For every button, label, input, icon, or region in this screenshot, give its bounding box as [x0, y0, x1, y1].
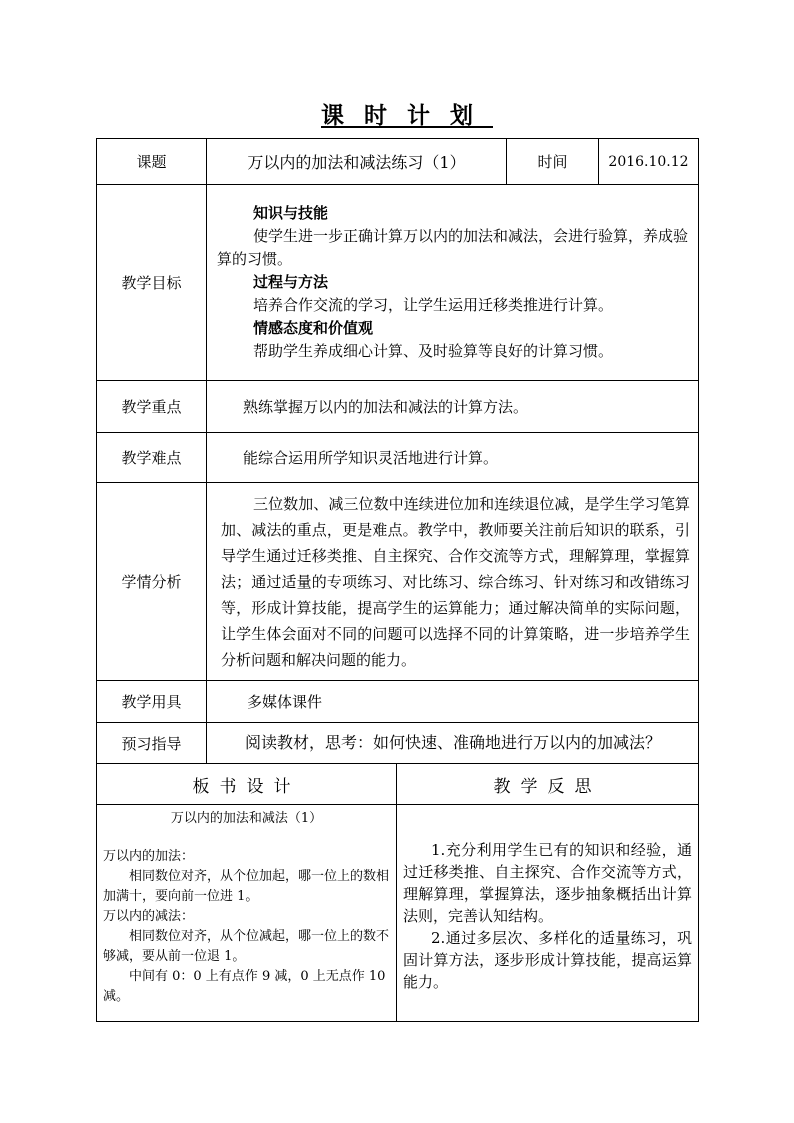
- lesson-plan-table: [96, 138, 699, 764]
- difficulty-value: 能综合运用所学知识灵活地进行计算。: [207, 433, 699, 483]
- board-reflection-content-row: [97, 805, 699, 1022]
- objectives-row: [97, 185, 699, 381]
- analysis-label: 学情分析: [97, 483, 207, 681]
- key-point-label: 教学重点: [97, 381, 207, 433]
- analysis-cell: [207, 483, 699, 681]
- time-value: 2016.10.12: [599, 139, 699, 185]
- key-point-value: 熟练掌握万以内的加法和减法的计算方法。: [207, 381, 699, 433]
- board-sub-heading: 万以内的减法：: [103, 909, 195, 924]
- reflection-item-2: 2.通过多层次、多样化的适量练习，巩固计算方法，逐步形成计算技能，提高运算能力。: [403, 929, 692, 991]
- time-label: 时间: [507, 139, 599, 185]
- page-title: 课时计划: [321, 102, 493, 129]
- knowledge-heading: 知识与技能: [253, 204, 329, 222]
- preview-label: 预习指导: [97, 723, 207, 764]
- topic-label: 课题: [97, 139, 207, 185]
- board-reflection-header-row: [97, 764, 699, 805]
- objectives-label: 教学目标: [97, 185, 207, 381]
- process-text: 培养合作交流的学习，让学生运用迁移类推进行计算。: [253, 296, 614, 314]
- board-add-rule: 相同数位对齐，从个位加起，哪一位上的数相加满十，要向前一位进 1。: [103, 869, 390, 904]
- analysis-value: 三位数加、减三位数中连续进位加和连续退位减，是学生学习笔算加、减法的重点，更是难点。教学中，教师要关注前后知识的联系，引导学生通过迁移类推、自主探究、合作交流等方式，理解算理，掌握算法；通过适量的专项练习、对比练习、综合练习、针对练习和改错练习等，形成计算技能，提高学生的运算能力；通过解决简单的实际问题，让学生体会面对不同的问题可以选择不同的计算策略，进一步培养学生分析问题和解决问题的能力。: [221, 494, 690, 669]
- topic-value: 万以内的加法和减法练习（1）: [207, 139, 507, 185]
- tools-value: 多媒体课件: [207, 681, 699, 723]
- reflection-heading: 教学反思: [397, 764, 699, 805]
- attitude-heading: 情感态度和价值观: [253, 319, 374, 337]
- analysis-row: [97, 483, 699, 681]
- preview-row: [97, 723, 699, 764]
- difficulty-row: [97, 433, 699, 483]
- board-sub-rule: 相同数位对齐，从个位减起，哪一位上的数不够减，要从前一位退 1。: [103, 929, 390, 964]
- board-zero-rule: 中间有 0：0 上有点作 9 减，0 上无点作 10 减。: [103, 969, 386, 1004]
- board-heading: 板书设计: [97, 764, 397, 805]
- knowledge-text: 使学生进一步正确计算万以内的加法和减法，会进行验算，养成验算的习惯。: [217, 227, 689, 268]
- board-add-heading: 万以内的加法：: [103, 849, 195, 864]
- tools-label: 教学用具: [97, 681, 207, 723]
- process-heading: 过程与方法: [253, 273, 329, 291]
- attitude-text: 帮助学生养成细心计算、及时验算等良好的计算习惯。: [253, 342, 614, 360]
- difficulty-label: 教学难点: [97, 433, 207, 483]
- reflection-item-1: 1.充分利用学生已有的知识和经验，通过迁移类推、自主探究、合作交流等方式，理解算理，掌握算法，逐步抽象概括出计算法则，完善认知结构。: [403, 841, 692, 925]
- board-title: 万以内的加法和减法（1）: [170, 811, 323, 826]
- topic-row: [97, 139, 699, 185]
- tools-row: [97, 681, 699, 723]
- key-point-row: [97, 381, 699, 433]
- board-reflection-table: [96, 763, 699, 1022]
- preview-value: 阅读教材，思考：如何快速、准确地进行万以内的加减法？: [207, 723, 699, 764]
- board-content: [97, 805, 397, 1022]
- reflection-content: [397, 805, 699, 1022]
- objectives-content: [207, 185, 699, 381]
